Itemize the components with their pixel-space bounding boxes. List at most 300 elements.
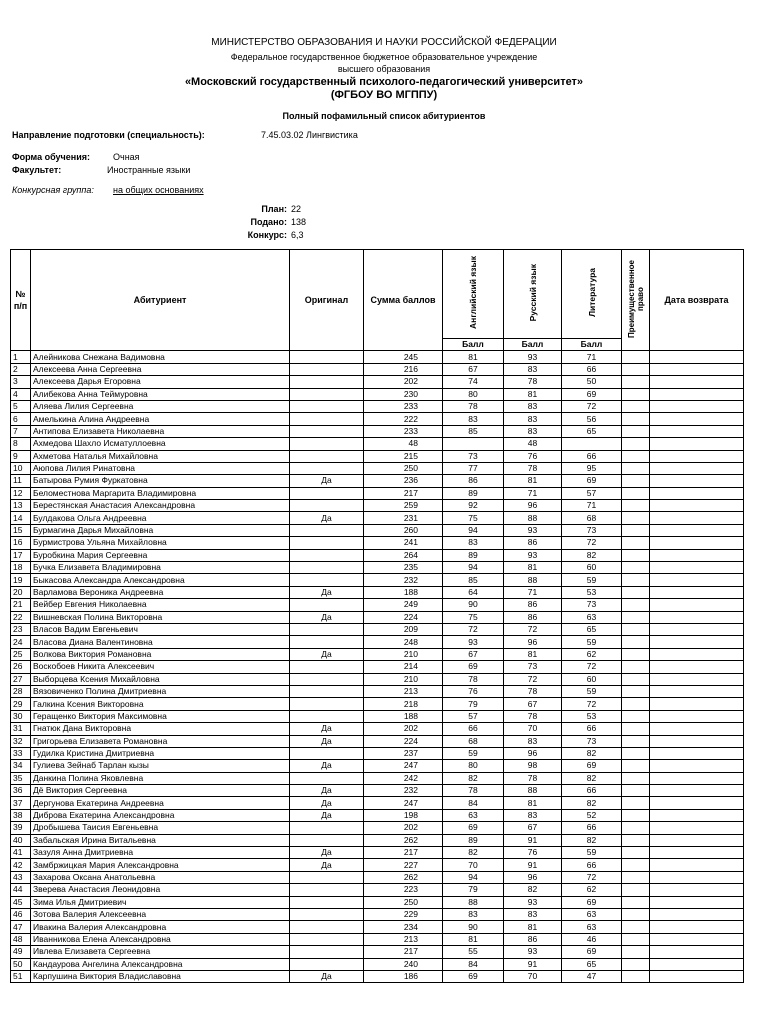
- row-num: 42: [11, 859, 31, 871]
- score-literature: 66: [562, 450, 622, 462]
- score-sum: 214: [364, 661, 443, 673]
- row-num: 40: [11, 834, 31, 846]
- score-sum: 247: [364, 797, 443, 809]
- row-num: 24: [11, 636, 31, 648]
- row-num: 11: [11, 475, 31, 487]
- return-date-cell: [650, 475, 744, 487]
- form-value: Очная: [113, 152, 140, 162]
- score-literature: 68: [562, 512, 622, 524]
- applicant-name: Алексеева Анна Сергеевна: [31, 363, 290, 375]
- score-english: 69: [443, 661, 504, 673]
- priority-cell: [622, 611, 650, 623]
- return-date-cell: [650, 871, 744, 883]
- original-flag: Да: [290, 648, 364, 660]
- row-num: 8: [11, 438, 31, 450]
- score-literature: 59: [562, 847, 622, 859]
- score-literature: 71: [562, 351, 622, 363]
- row-num: 25: [11, 648, 31, 660]
- priority-cell: [622, 723, 650, 735]
- score-english: 89: [443, 834, 504, 846]
- score-english: 63: [443, 809, 504, 821]
- priority-cell: [622, 623, 650, 635]
- return-date-cell: [650, 549, 744, 561]
- row-num: 3: [11, 376, 31, 388]
- table-row: [11, 896, 744, 908]
- table-row: [11, 376, 744, 388]
- score-literature: 82: [562, 549, 622, 561]
- score-english: 82: [443, 847, 504, 859]
- return-date-cell: [650, 896, 744, 908]
- ministry-title: МИНИСТЕРСТВО ОБРАЗОВАНИЯ И НАУКИ РОССИЙСКОЙ ФЕДЕРАЦИИ: [211, 37, 557, 48]
- original-flag: [290, 623, 364, 635]
- priority-cell: [622, 822, 650, 834]
- return-date-cell: [650, 562, 744, 574]
- return-date-cell: [650, 623, 744, 635]
- priority-cell: [622, 698, 650, 710]
- table-row: [11, 549, 744, 561]
- score-russian: 91: [504, 859, 562, 871]
- priority-cell: [622, 537, 650, 549]
- score-literature: 73: [562, 524, 622, 536]
- score-russian: 83: [504, 400, 562, 412]
- institution-type: Федеральное государственное бюджетное образовательное учреждение: [230, 52, 538, 62]
- plan-row: [243, 204, 301, 214]
- score-russian: 93: [504, 549, 562, 561]
- score-sum: 202: [364, 723, 443, 735]
- score-sum: 236: [364, 475, 443, 487]
- original-flag: [290, 958, 364, 970]
- original-flag: [290, 884, 364, 896]
- priority-cell: [622, 946, 650, 958]
- score-russian: 86: [504, 611, 562, 623]
- row-num: 27: [11, 673, 31, 685]
- return-date-cell: [650, 388, 744, 400]
- score-english: 94: [443, 562, 504, 574]
- row-num: 48: [11, 933, 31, 945]
- original-flag: [290, 946, 364, 958]
- score-literature: 65: [562, 425, 622, 437]
- table-row: [11, 450, 744, 462]
- score-russian: 71: [504, 586, 562, 598]
- score-literature: 72: [562, 400, 622, 412]
- score-sum: 260: [364, 524, 443, 536]
- row-num: 44: [11, 884, 31, 896]
- score-sum: 213: [364, 933, 443, 945]
- applicant-name: Диброва Екатерина Александровна: [31, 809, 290, 821]
- priority-cell: [622, 438, 650, 450]
- table-row: [11, 921, 744, 933]
- score-sum: 242: [364, 772, 443, 784]
- score-sum: 209: [364, 623, 443, 635]
- score-literature: 69: [562, 896, 622, 908]
- priority-cell: [622, 908, 650, 920]
- table-row: [11, 586, 744, 598]
- row-num: 45: [11, 896, 31, 908]
- score-english: 88: [443, 896, 504, 908]
- row-num: 9: [11, 450, 31, 462]
- score-literature: 82: [562, 772, 622, 784]
- score-sum: 222: [364, 413, 443, 425]
- score-english: 67: [443, 648, 504, 660]
- priority-cell: [622, 450, 650, 462]
- priority-cell: [622, 400, 650, 412]
- applicant-name: Дергунова Екатерина Андреевна: [31, 797, 290, 809]
- original-flag: Да: [290, 847, 364, 859]
- applicant-name: Григорьева Елизавета Романовна: [31, 735, 290, 747]
- return-date-cell: [650, 809, 744, 821]
- return-date-cell: [650, 462, 744, 474]
- priority-cell: [622, 512, 650, 524]
- original-flag: [290, 549, 364, 561]
- score-sum: 216: [364, 363, 443, 375]
- applicant-name: Алейникова Снежана Вадимовна: [31, 351, 290, 363]
- score-russian: 98: [504, 760, 562, 772]
- score-sum: 186: [364, 970, 443, 982]
- table-row: [11, 884, 744, 896]
- original-flag: Да: [290, 611, 364, 623]
- return-date-cell: [650, 574, 744, 586]
- applicant-name: Карпушина Виктория Владиславовна: [31, 970, 290, 982]
- applicant-name: Зазуля Анна Дмитриевна: [31, 847, 290, 859]
- score-russian: 81: [504, 648, 562, 660]
- row-num: 39: [11, 822, 31, 834]
- return-date-cell: [650, 438, 744, 450]
- score-russian: 70: [504, 970, 562, 982]
- original-flag: [290, 673, 364, 685]
- table-row: [11, 524, 744, 536]
- priority-cell: [622, 586, 650, 598]
- score-russian: 70: [504, 723, 562, 735]
- row-num: 37: [11, 797, 31, 809]
- priority-cell: [622, 500, 650, 512]
- priority-cell: [622, 648, 650, 660]
- priority-cell: [622, 760, 650, 772]
- group-value: на общих основаниях: [113, 185, 204, 195]
- return-date-cell: [650, 970, 744, 982]
- priority-cell: [622, 884, 650, 896]
- score-english: 84: [443, 958, 504, 970]
- applicant-name: Бучка Елизавета Владимировна: [31, 562, 290, 574]
- header-original: Оригинал: [290, 250, 364, 351]
- score-english: 85: [443, 574, 504, 586]
- original-flag: [290, 537, 364, 549]
- score-sum: 188: [364, 586, 443, 598]
- score-literature: 63: [562, 908, 622, 920]
- table-row: [11, 351, 744, 363]
- row-num: 50: [11, 958, 31, 970]
- priority-cell: [622, 376, 650, 388]
- score-sum: 230: [364, 388, 443, 400]
- university-name: «Московский государственный психолого-педагогический университет»: [184, 76, 584, 88]
- score-russian: 71: [504, 487, 562, 499]
- return-date-cell: [650, 747, 744, 759]
- original-flag: [290, 871, 364, 883]
- applicant-name: Быкасова Александра Александровна: [31, 574, 290, 586]
- table-row: [11, 425, 744, 437]
- submitted-value: 138: [291, 217, 307, 227]
- header-score-literature: Балл: [562, 339, 622, 351]
- original-flag: [290, 462, 364, 474]
- score-literature: 62: [562, 884, 622, 896]
- table-row: [11, 933, 744, 945]
- score-russian: 78: [504, 685, 562, 697]
- applicant-name: Выборцева Ксения Михайловна: [31, 673, 290, 685]
- group-label: Конкурсная группа:: [12, 185, 94, 195]
- score-english: 76: [443, 685, 504, 697]
- applicant-name: Беломестнова Маргарита Владимировна: [31, 487, 290, 499]
- row-num: 2: [11, 363, 31, 375]
- score-sum: 213: [364, 685, 443, 697]
- priority-cell: [622, 524, 650, 536]
- applicant-name: Забальская Ирина Витальевна: [31, 834, 290, 846]
- table-row: [11, 487, 744, 499]
- score-english: 64: [443, 586, 504, 598]
- score-literature: 60: [562, 673, 622, 685]
- table-header-row: [11, 250, 744, 339]
- original-flag: [290, 487, 364, 499]
- score-sum: 250: [364, 896, 443, 908]
- priority-cell: [622, 785, 650, 797]
- priority-cell: [622, 834, 650, 846]
- score-literature: [562, 438, 622, 450]
- return-date-cell: [650, 921, 744, 933]
- applicant-name: Зверева Анастасия Леонидовна: [31, 884, 290, 896]
- original-flag: [290, 661, 364, 673]
- return-date-cell: [650, 908, 744, 920]
- applicant-name: Аляева Лилия Сергеевна: [31, 400, 290, 412]
- row-num: 22: [11, 611, 31, 623]
- score-literature: 46: [562, 933, 622, 945]
- return-date-cell: [650, 524, 744, 536]
- priority-cell: [622, 574, 650, 586]
- score-english: 94: [443, 871, 504, 883]
- score-literature: 63: [562, 921, 622, 933]
- original-flag: Да: [290, 512, 364, 524]
- score-russian: 91: [504, 834, 562, 846]
- table-row: [11, 822, 744, 834]
- priority-cell: [622, 859, 650, 871]
- row-num: 26: [11, 661, 31, 673]
- original-flag: [290, 685, 364, 697]
- applicant-name: Данкина Полина Яковлевна: [31, 772, 290, 784]
- return-date-cell: [650, 710, 744, 722]
- score-sum: 202: [364, 822, 443, 834]
- score-literature: 66: [562, 363, 622, 375]
- header-score-russian: Балл: [504, 339, 562, 351]
- applicant-name: Воскобоев Никита Алексеевич: [31, 661, 290, 673]
- score-english: 90: [443, 921, 504, 933]
- row-num: 51: [11, 970, 31, 982]
- score-sum: 224: [364, 735, 443, 747]
- score-russian: 86: [504, 537, 562, 549]
- row-num: 34: [11, 760, 31, 772]
- original-flag: [290, 933, 364, 945]
- applicant-name: Дё Виктория Сергеевна: [31, 785, 290, 797]
- score-english: 94: [443, 524, 504, 536]
- score-english: 78: [443, 400, 504, 412]
- score-russian: 83: [504, 363, 562, 375]
- university-abbrev: (ФГБОУ ВО МГППУ): [330, 89, 438, 101]
- score-english: 85: [443, 425, 504, 437]
- return-date-cell: [650, 450, 744, 462]
- priority-cell: [622, 871, 650, 883]
- score-english: 78: [443, 785, 504, 797]
- priority-cell: [622, 661, 650, 673]
- score-literature: 62: [562, 648, 622, 660]
- original-flag: [290, 388, 364, 400]
- score-sum: 234: [364, 921, 443, 933]
- table-row: [11, 785, 744, 797]
- score-sum: 233: [364, 400, 443, 412]
- score-sum: 241: [364, 537, 443, 549]
- score-sum: 233: [364, 425, 443, 437]
- return-date-cell: [650, 500, 744, 512]
- header-priority: Преимущественное право: [622, 250, 650, 351]
- row-num: 46: [11, 908, 31, 920]
- priority-cell: [622, 549, 650, 561]
- score-russian: 81: [504, 921, 562, 933]
- priority-cell: [622, 388, 650, 400]
- score-sum: 210: [364, 648, 443, 660]
- row-num: 41: [11, 847, 31, 859]
- original-flag: Да: [290, 970, 364, 982]
- form-label: Форма обучения:: [12, 152, 90, 162]
- score-sum: 237: [364, 747, 443, 759]
- score-russian: 78: [504, 376, 562, 388]
- score-russian: 86: [504, 933, 562, 945]
- table-row: [11, 958, 744, 970]
- row-num: 32: [11, 735, 31, 747]
- return-date-cell: [650, 400, 744, 412]
- applicant-name: Ивлева Елизавета Сергеевна: [31, 946, 290, 958]
- score-russian: 48: [504, 438, 562, 450]
- header-applicant: Абитуриент: [31, 250, 290, 351]
- header-num: № п/п: [11, 250, 31, 351]
- score-russian: 91: [504, 958, 562, 970]
- score-russian: 76: [504, 847, 562, 859]
- header-return-date: Дата возврата: [650, 250, 744, 351]
- score-sum: 223: [364, 884, 443, 896]
- score-english: 77: [443, 462, 504, 474]
- original-flag: Да: [290, 760, 364, 772]
- score-english: [443, 438, 504, 450]
- return-date-cell: [650, 946, 744, 958]
- applicant-name: Гудилка Кристина Дмитриевна: [31, 747, 290, 759]
- score-english: 70: [443, 859, 504, 871]
- score-sum: 232: [364, 785, 443, 797]
- applicant-name: Зотова Валерия Алексеевна: [31, 908, 290, 920]
- score-russian: 83: [504, 413, 562, 425]
- table-row: [11, 859, 744, 871]
- score-literature: 66: [562, 859, 622, 871]
- score-russian: 93: [504, 351, 562, 363]
- score-literature: 69: [562, 760, 622, 772]
- applicant-name: Вейбер Евгения Николаевна: [31, 599, 290, 611]
- score-english: 86: [443, 475, 504, 487]
- return-date-cell: [650, 673, 744, 685]
- return-date-cell: [650, 599, 744, 611]
- row-num: 38: [11, 809, 31, 821]
- priority-cell: [622, 797, 650, 809]
- priority-cell: [622, 599, 650, 611]
- original-flag: Да: [290, 723, 364, 735]
- score-english: 72: [443, 623, 504, 635]
- applicant-name: Геращенко Виктория Максимовна: [31, 710, 290, 722]
- row-num: 21: [11, 599, 31, 611]
- score-russian: 78: [504, 772, 562, 784]
- table-row: [11, 698, 744, 710]
- applicant-name: Волкова Виктория Романовна: [31, 648, 290, 660]
- applicant-name: Дробышева Таисия Евгеньевна: [31, 822, 290, 834]
- score-sum: 250: [364, 462, 443, 474]
- applicant-name: Замбржицкая Мария Александровна: [31, 859, 290, 871]
- original-flag: [290, 574, 364, 586]
- score-russian: 81: [504, 475, 562, 487]
- table-row: [11, 847, 744, 859]
- header-literature: Литература: [562, 250, 622, 339]
- applicant-name: Ивакина Валерия Александровна: [31, 921, 290, 933]
- applicant-name: Аюпова Лилия Ринатовна: [31, 462, 290, 474]
- priority-cell: [622, 933, 650, 945]
- row-num: 29: [11, 698, 31, 710]
- applicant-name: Вишневская Полина Викторовна: [31, 611, 290, 623]
- score-literature: 82: [562, 834, 622, 846]
- return-date-cell: [650, 661, 744, 673]
- original-flag: Да: [290, 735, 364, 747]
- score-russian: 81: [504, 562, 562, 574]
- plan-value: 22: [291, 204, 302, 214]
- original-flag: [290, 425, 364, 437]
- return-date-cell: [650, 487, 744, 499]
- return-date-cell: [650, 797, 744, 809]
- table-row: [11, 710, 744, 722]
- score-literature: 72: [562, 537, 622, 549]
- faculty-value: Иностранные языки: [107, 165, 191, 175]
- return-date-cell: [650, 648, 744, 660]
- original-flag: [290, 599, 364, 611]
- score-english: 83: [443, 537, 504, 549]
- priority-cell: [622, 413, 650, 425]
- applicant-name: Вязовиченко Полина Дмитриевна: [31, 685, 290, 697]
- applicant-name: Зима Илья Дмитриевич: [31, 896, 290, 908]
- score-sum: 245: [364, 351, 443, 363]
- applicant-name: Галкина Ксения Викторовна: [31, 698, 290, 710]
- table-row: [11, 475, 744, 487]
- priority-cell: [622, 673, 650, 685]
- original-flag: [290, 698, 364, 710]
- row-num: 1: [11, 351, 31, 363]
- applicants-table: [10, 249, 744, 983]
- original-flag: [290, 438, 364, 450]
- return-date-cell: [650, 698, 744, 710]
- score-sum: 217: [364, 847, 443, 859]
- score-sum: 235: [364, 562, 443, 574]
- original-flag: [290, 562, 364, 574]
- row-num: 36: [11, 785, 31, 797]
- score-literature: 82: [562, 747, 622, 759]
- row-num: 16: [11, 537, 31, 549]
- original-flag: [290, 636, 364, 648]
- table-row: [11, 462, 744, 474]
- table-row: [11, 512, 744, 524]
- return-date-cell: [650, 933, 744, 945]
- score-english: 93: [443, 636, 504, 648]
- table-row: [11, 685, 744, 697]
- score-sum: 215: [364, 450, 443, 462]
- table-row: [11, 661, 744, 673]
- score-english: 78: [443, 673, 504, 685]
- priority-cell: [622, 487, 650, 499]
